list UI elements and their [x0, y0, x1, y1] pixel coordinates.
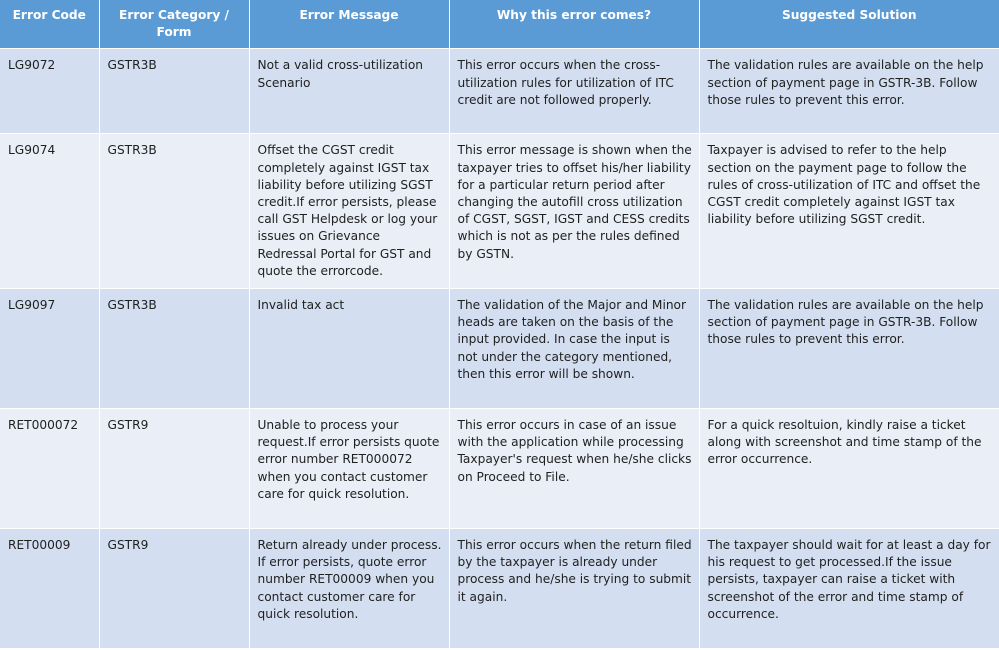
cell-error-message: Return already under process. If error persists, quote error number RET00009 when you contact customer care for quick resolution. — [249, 529, 449, 649]
cell-suggested-solution: The validation rules are available on the help section of payment page in GSTR-3B. Follow those rules to prevent this error. — [699, 289, 999, 409]
cell-suggested-solution: The taxpayer should wait for at least a day for his request to get processed.If the issue persists, taxpayer can raise a ticket with screenshot of the error and time stamp of occurrence. — [699, 529, 999, 649]
cell-error-code: RET00009 — [0, 529, 99, 649]
cell-suggested-solution: The validation rules are available on the help section of payment page in GSTR-3B. Follow those rules to prevent this error. — [699, 49, 999, 134]
cell-error-code: LG9097 — [0, 289, 99, 409]
cell-why-error: This error message is shown when the taxpayer tries to offset his/her liability for a particular return period after changing the autofill cross utilization of CGST, SGST, IGST and CESS credits which is not as per the rules defined by GSTN. — [449, 134, 699, 289]
header-error-message: Error Message — [249, 0, 449, 49]
cell-error-code: LG9074 — [0, 134, 99, 289]
header-error-code: Error Code — [0, 0, 99, 49]
table-row — [0, 289, 999, 409]
cell-why-error: This error occurs when the return filed by the taxpayer is already under process and he/she is trying to submit it again. — [449, 529, 699, 649]
header-row — [0, 0, 999, 49]
table-row — [0, 529, 999, 649]
cell-why-error: The validation of the Major and Minor heads are taken on the basis of the input provided. In case the input is not under the category mentioned, then this error will be shown. — [449, 289, 699, 409]
cell-error-category: GSTR9 — [99, 529, 249, 649]
cell-error-code: LG9072 — [0, 49, 99, 134]
cell-error-message: Invalid tax act — [249, 289, 449, 409]
cell-suggested-solution: For a quick resoltuion, kindly raise a ticket along with screenshot and time stamp of the error occurrence. — [699, 409, 999, 529]
cell-error-category: GSTR3B — [99, 289, 249, 409]
header-suggested-solution: Suggested Solution — [699, 0, 999, 49]
cell-error-category: GSTR9 — [99, 409, 249, 529]
cell-why-error: This error occurs in case of an issue with the application while processing Taxpayer's request when he/she clicks on Proceed to File. — [449, 409, 699, 529]
header-why-error: Why this error comes? — [449, 0, 699, 49]
table-row — [0, 134, 999, 289]
header-error-category: Error Category / Form — [99, 0, 249, 49]
cell-error-message: Offset the CGST credit completely against IGST tax liability before utilizing SGST credit.If error persists, please call GST Helpdesk or log your issues on Grievance Redressal Portal for GST and quote the errorcode. — [249, 134, 449, 289]
cell-error-message: Unable to process your request.If error persists quote error number RET000072 when you contact customer care for quick resolution. — [249, 409, 449, 529]
table-row — [0, 409, 999, 529]
cell-error-category: GSTR3B — [99, 134, 249, 289]
cell-error-code: RET000072 — [0, 409, 99, 529]
cell-suggested-solution: Taxpayer is advised to refer to the help section on the payment page to follow the rules of cross-utilization of ITC and offset the CGST credit completely against IGST tax liability before utilizing SGST credit. — [699, 134, 999, 289]
cell-error-message: Not a valid cross-utilization Scenario — [249, 49, 449, 134]
table-row — [0, 49, 999, 134]
cell-error-category: GSTR3B — [99, 49, 249, 134]
cell-why-error: This error occurs when the cross-utilization rules for utilization of ITC credit are not followed properly. — [449, 49, 699, 134]
